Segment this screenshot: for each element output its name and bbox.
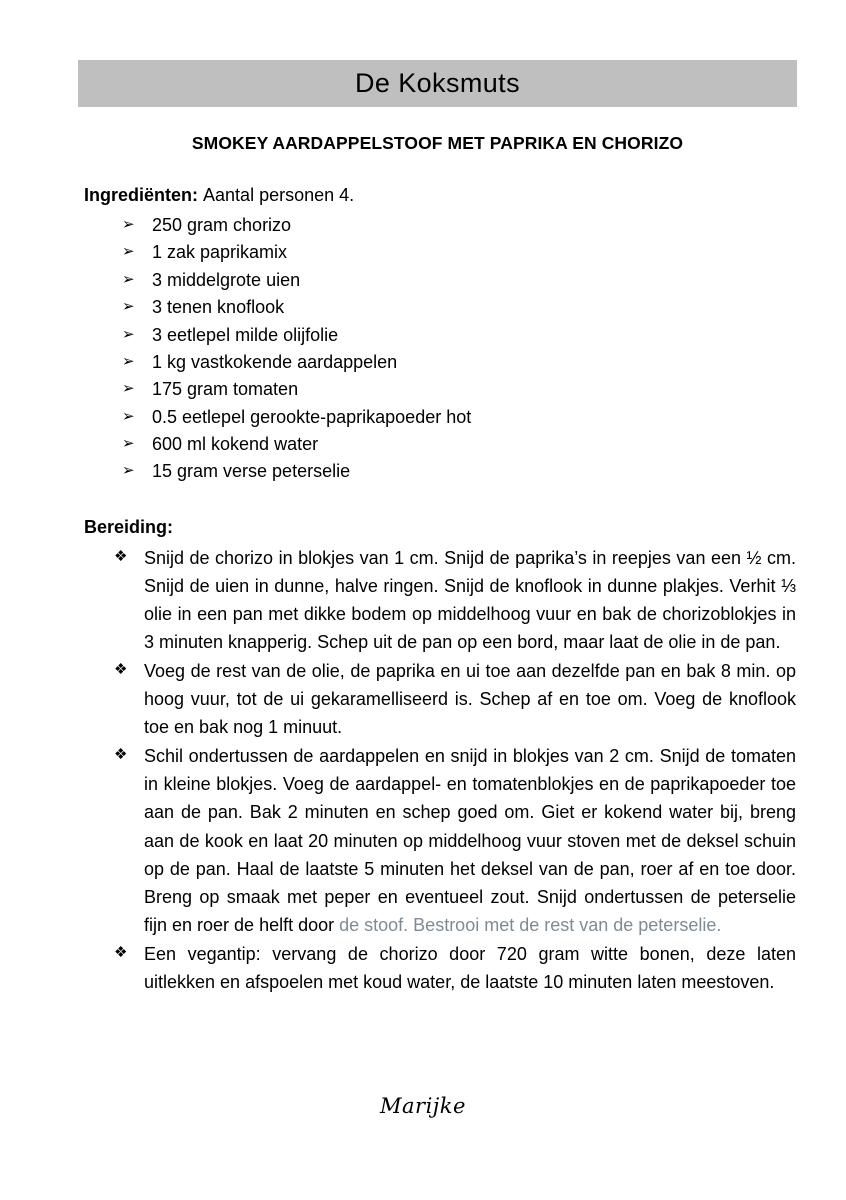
- ingredient-text: 15 gram verse peterselie: [152, 461, 351, 482]
- arrow-bullet-icon: ➢: [122, 380, 135, 398]
- list-item: [84, 294, 796, 321]
- arrow-bullet-icon: ➢: [122, 216, 135, 234]
- diamond-bullet-icon: ❖: [114, 746, 128, 764]
- arrow-bullet-icon: ➢: [122, 298, 135, 316]
- ingredients-label: Ingrediënten:: [84, 185, 199, 205]
- recipe-body: [84, 182, 796, 997]
- title-banner: [78, 60, 797, 107]
- servings-text: Aantal personen 4.: [203, 185, 355, 205]
- ingredients-heading: [84, 182, 796, 208]
- ingredients-list: [84, 212, 796, 486]
- step-text: Voeg de rest van de olie, de paprika en ui toe aan dezelfde pan en bak 8 min. op hoog vuur, tot de ui gekaramelliseerd is. Schep af en toe om. Voeg de knoflook toe en bak nog 1 minuut.: [144, 661, 796, 738]
- step-text-highlight: de stoof. Bestrooi met de rest van de peterselie.: [339, 914, 722, 935]
- list-item: [84, 458, 796, 485]
- list-item: [84, 376, 796, 403]
- diamond-bullet-icon: ❖: [114, 547, 128, 565]
- arrow-bullet-icon: ➢: [122, 243, 135, 261]
- arrow-bullet-icon: ➢: [122, 462, 135, 480]
- ingredient-text: 600 ml kokend water: [152, 433, 319, 454]
- list-item: [84, 940, 796, 996]
- diamond-bullet-icon: ❖: [114, 661, 128, 679]
- preparation-step: [144, 657, 796, 741]
- arrow-bullet-icon: ➢: [122, 270, 135, 288]
- list-item: [84, 212, 796, 239]
- arrow-bullet-icon: ➢: [122, 325, 135, 343]
- list-item: [84, 349, 796, 376]
- list-item: [84, 657, 796, 741]
- diamond-bullet-icon: ❖: [114, 943, 128, 961]
- ingredient-text: 1 zak paprikamix: [152, 242, 288, 263]
- document-title: De Koksmuts: [355, 68, 520, 98]
- step-text: Schil ondertussen de aardappelen en snijd in blokjes van 2 cm. Snijd de tomaten in kleine blokjes. Voeg de aardappel- en tomatenblokjes en de paprikapoeder toe aan de pan. Bak 2 minuten en schep goed om. Giet er kokend water bij, breng aan de kook en laat 20 minuten op middelhoog vuur stoven met de deksel schuin op de pan. Haal de laatste 5 minuten het deksel van de pan, roer af en toe door. Breng op smaak met peper en eventueel zout. Snijd ondertussen de peterselie fijn en roer de helft door: [144, 746, 796, 935]
- list-item: [84, 322, 796, 349]
- ingredient-text: 175 gram tomaten: [152, 379, 299, 400]
- preparation-step: [144, 940, 796, 996]
- ingredient-text: 3 eetlepel milde olijfolie: [152, 324, 339, 345]
- ingredient-text: 0.5 eetlepel gerookte-paprikapoeder hot: [152, 406, 472, 427]
- ingredient-text: 3 tenen knoflook: [152, 297, 285, 318]
- recipe-title: SMOKEY AARDAPPELSTOOF MET PAPRIKA EN CHORIZO: [191, 133, 684, 153]
- arrow-bullet-icon: ➢: [122, 434, 135, 452]
- arrow-bullet-icon: ➢: [122, 407, 135, 425]
- list-item: [84, 431, 796, 458]
- list-item: [84, 544, 796, 656]
- preparation-list: [84, 544, 796, 996]
- step-text: Een vegantip: vervang de chorizo door 720 gram witte bonen, deze laten uitlekken en afspoelen met koud water, de laatste 10 minuten laten meestoven.: [144, 943, 796, 992]
- list-item: [84, 267, 796, 294]
- ingredient-text: 1 kg vastkokende aardappelen: [152, 351, 398, 372]
- arrow-bullet-icon: ➢: [122, 352, 135, 370]
- list-item: [84, 742, 796, 939]
- step-text: Snijd de chorizo in blokjes van 1 cm. Snijd de paprika’s in reepjes van een ½ cm. Snijd de uien in dunne, halve ringen. Snijd de knoflook in dunne plakjes. Verhit ⅓ olie in een pan met dikke bodem op middelhoog vuur en bak de chorizoblokjes in 3 minuten knapperig. Schep uit de pan op een bord, maar laat de olie in de pan.: [144, 547, 796, 653]
- preparation-step: [144, 742, 796, 939]
- ingredient-text: 3 middelgrote uien: [152, 269, 301, 290]
- ingredient-text: 250 gram chorizo: [152, 215, 292, 236]
- list-item: [84, 239, 796, 266]
- preparation-heading: Bereiding:: [84, 516, 174, 537]
- list-item: [84, 404, 796, 431]
- signature: Marijke: [380, 1094, 466, 1118]
- preparation-step: [144, 544, 796, 656]
